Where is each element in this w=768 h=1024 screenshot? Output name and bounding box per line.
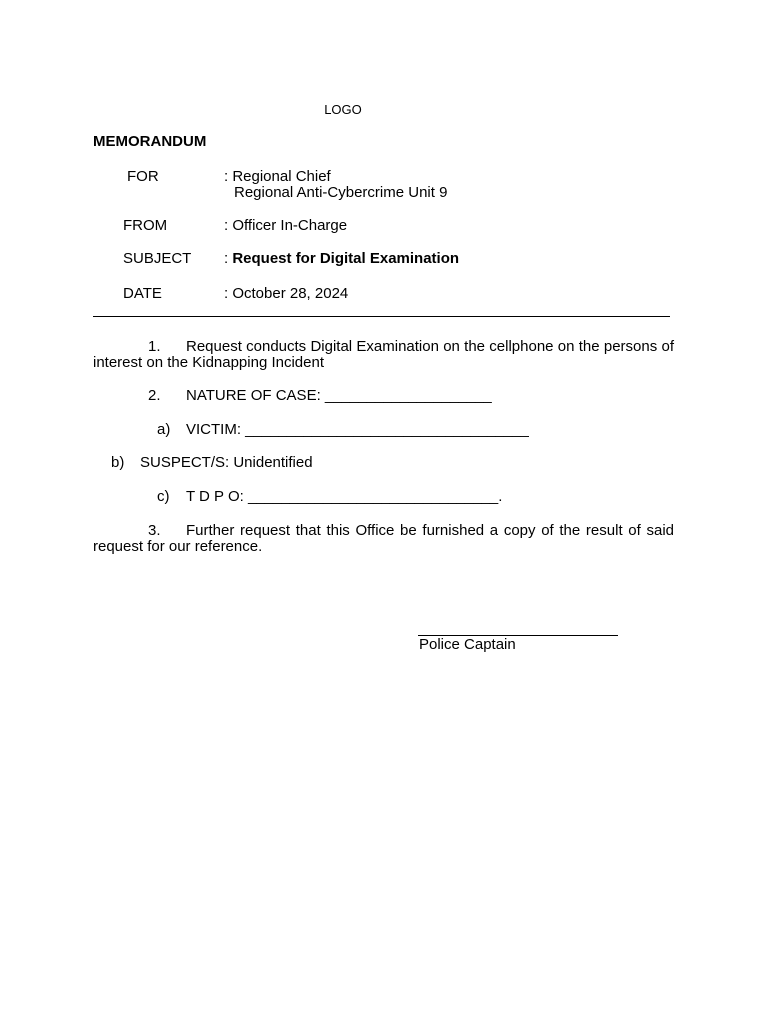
victim-line: VICTIM: __________________________________ bbox=[186, 421, 529, 438]
for-value-line1: : Regional Chief bbox=[224, 168, 331, 185]
paragraph-1 bbox=[93, 339, 674, 371]
paragraph-3-number: 3. bbox=[148, 522, 161, 539]
subject-label: SUBJECT bbox=[123, 250, 192, 267]
item-b-marker: b) bbox=[111, 454, 125, 471]
date-label: DATE bbox=[123, 285, 162, 302]
header-divider bbox=[93, 316, 670, 317]
for-value-line2: Regional Anti-Cybercrime Unit 9 bbox=[234, 184, 448, 201]
paragraph-1-number: 1. bbox=[148, 338, 161, 355]
item-a-marker: a) bbox=[157, 421, 171, 438]
from-value: : Officer In-Charge bbox=[224, 217, 348, 234]
signatory-title: Police Captain bbox=[419, 636, 516, 653]
item-c-marker: c) bbox=[157, 488, 170, 505]
paragraph-1-text: Request conducts Digital Examination on the cellphone on the persons of interest on the Kidnapping Incident bbox=[93, 338, 674, 371]
subject-colon: : bbox=[224, 250, 233, 267]
memo-title: MEMORANDUM bbox=[93, 133, 207, 150]
from-label: FROM bbox=[123, 217, 168, 234]
for-label: FOR bbox=[127, 168, 159, 185]
paragraph-3 bbox=[93, 523, 674, 555]
date-value: : October 28, 2024 bbox=[224, 285, 349, 302]
suspect-line: SUSPECT/S: Unidentified bbox=[140, 454, 313, 471]
subject-value-line bbox=[224, 251, 459, 268]
nature-of-case: NATURE OF CASE: ____________________ bbox=[186, 387, 492, 404]
item-2-number: 2. bbox=[148, 387, 161, 404]
tdpo-line: T D P O: ______________________________. bbox=[186, 488, 503, 505]
logo-placeholder: LOGO bbox=[324, 102, 362, 117]
subject-value: Request for Digital Examination bbox=[232, 250, 460, 267]
paragraph-3-text: Further request that this Office be furnished a copy of the result of said request for our reference. bbox=[93, 522, 674, 555]
